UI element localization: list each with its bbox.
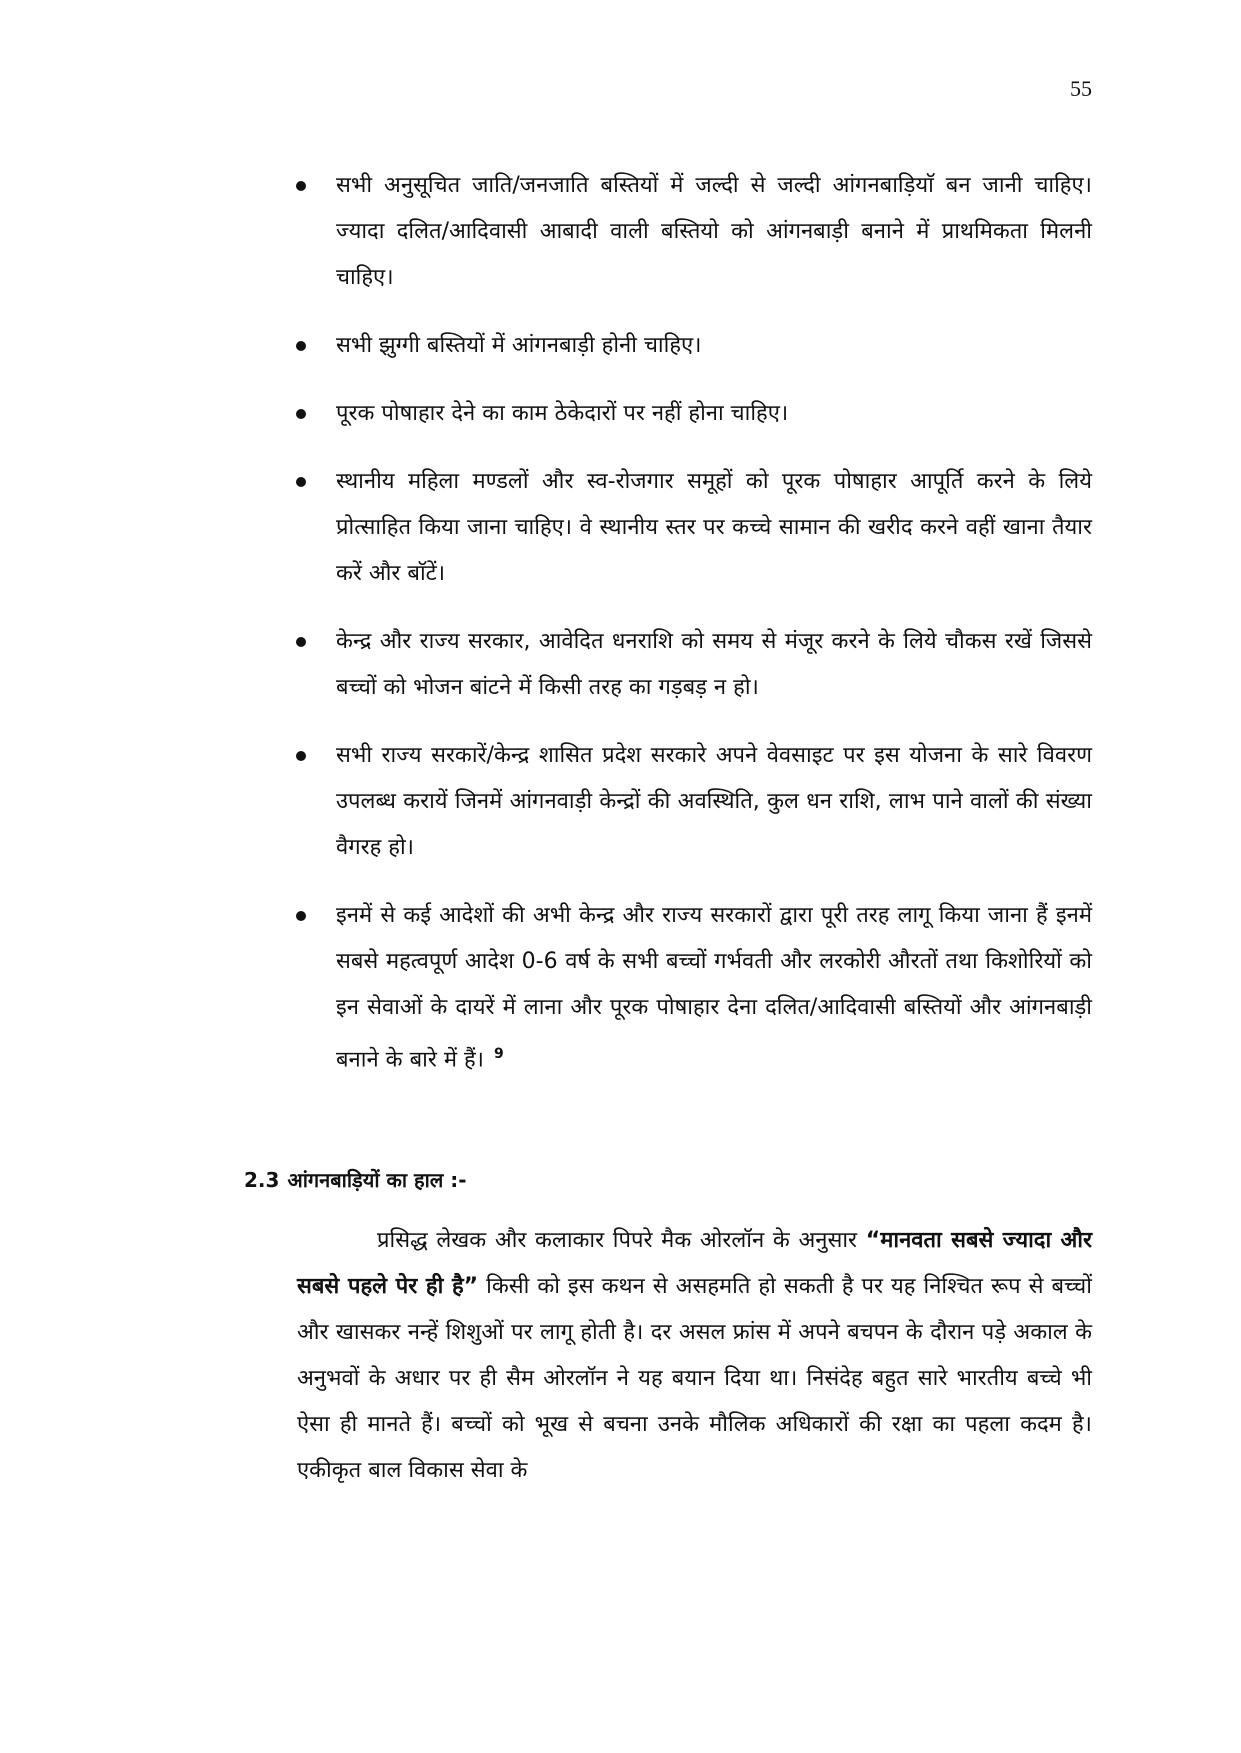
bullet-icon [296, 181, 306, 191]
page-number: 55 [1070, 76, 1092, 101]
list-item-text: इनमें से कई आदेशों की अभी केन्द्र और राज्य सरकारों द्वारा पूरी तरह लागू किया जाना हैं इनमें सबसे महत्वपूर्ण आदेश 0-6 वर्ष के सभी बच्चों गर्भवती और लरकोरी औरतों तथा किशोरियों को इन सेवाओं के दायरें में लाना और पूरक पोषाहार देना दलित/आदिवासी बस्तियों और आंगनबाड़ी बनाने के बारे में हैं। [336, 903, 1092, 1073]
list-item [336, 323, 1092, 369]
bullet-icon [296, 911, 306, 921]
list-item [336, 163, 1092, 301]
list-item-text: सभी अनुसूचित जाति/जनजाति बस्तियों में जल्दी से जल्दी आंगनबाड़ियाॅ बन जानी चाहिए। ज्यादा दलित/आदिवासी आबादी वाली बस्तियो को आंगनबाड़ी बनाने में प्राथमिकता मिलनी चाहिए। [336, 173, 1092, 290]
list-item [336, 893, 1092, 1083]
list-item [336, 733, 1092, 871]
body-paragraph [297, 1218, 1092, 1494]
bullet-icon [296, 477, 306, 487]
paragraph-quote: “मानवता सबसे ज्यादा और सबसे पहले पेर ही है” [297, 1228, 1093, 1299]
recommendations-list [336, 163, 1092, 1105]
footnote-marker: 9 [493, 1046, 504, 1062]
bullet-icon [296, 409, 306, 419]
list-item [336, 459, 1092, 597]
paragraph-body: किसी को इस कथन से असहमति हो सकती है पर यह निश्चित रूप से बच्चों और खासकर नन्हें शिशुओं पर लागू होती है। दर असल फ्रांस में अपने बचपन के दौरान पड़े अकाल के अनुभवों के अधार पर ही सैम ओरलॉन ने यह बयान दिया था। निसंदेह बहुत सारे भारतीय बच्चे भी ऐसा ही मानते हैं। बच्चों को भूख से बचना उनके मौलिक अधिकारों की रक्षा का पहला कदम है। एकीकृत बाल विकास सेवा के [297, 1274, 1092, 1483]
bullet-icon [296, 637, 306, 647]
bullet-icon [296, 341, 306, 351]
bullet-icon [296, 751, 306, 761]
list-item-text: स्थानीय महिला मण्डलों और स्व-रोजगार समूहों को पूरक पोषाहार आपूर्ति करने के लिये प्रोत्साहित किया जाना चाहिए। वे स्थानीय स्तर पर कच्चे सामान की खरीद करने वहीं खाना तैयार करें और बाॅटें। [336, 469, 1092, 586]
list-item-text: सभी झुग्गी बस्तियों में आंगनबाड़ी होनी चाहिए। [336, 333, 702, 358]
list-item-text: केन्द्र और राज्य सरकार, आवेदित धनराशि को समय से मंजूर करने के लिये चौकस रखें जिससे बच्चों को भोजन बांटने में किसी तरह का गड़बड़ न हो। [336, 629, 1092, 700]
list-item-text: सभी राज्य सरकारें/केन्द्र शासित प्रदेश सरकारे अपने वेवसाइट पर इस योजना के सारे विवरण उपलब्ध करायें जिनमें आंगनवाड़ी केन्द्रों की अवस्थिति, कुल धन राशि, लाभ पाने वालों की संख्या वैगरह हो। [336, 743, 1092, 860]
section-heading [244, 1166, 467, 1193]
paragraph-lead: प्रसिद्ध लेखक और कलाकार पिपरे मैक ओरलॉन के अनुसार [377, 1228, 858, 1253]
list-item [336, 391, 1092, 437]
list-item [336, 619, 1092, 711]
list-item-text: पूरक पोषाहार देने का काम ठेकेदारों पर नहीं होना चाहिए। [336, 401, 789, 426]
section-title: आंगनबाड़ियों का हाल :- [287, 1168, 467, 1192]
section-number: 2.3 [244, 1168, 280, 1192]
